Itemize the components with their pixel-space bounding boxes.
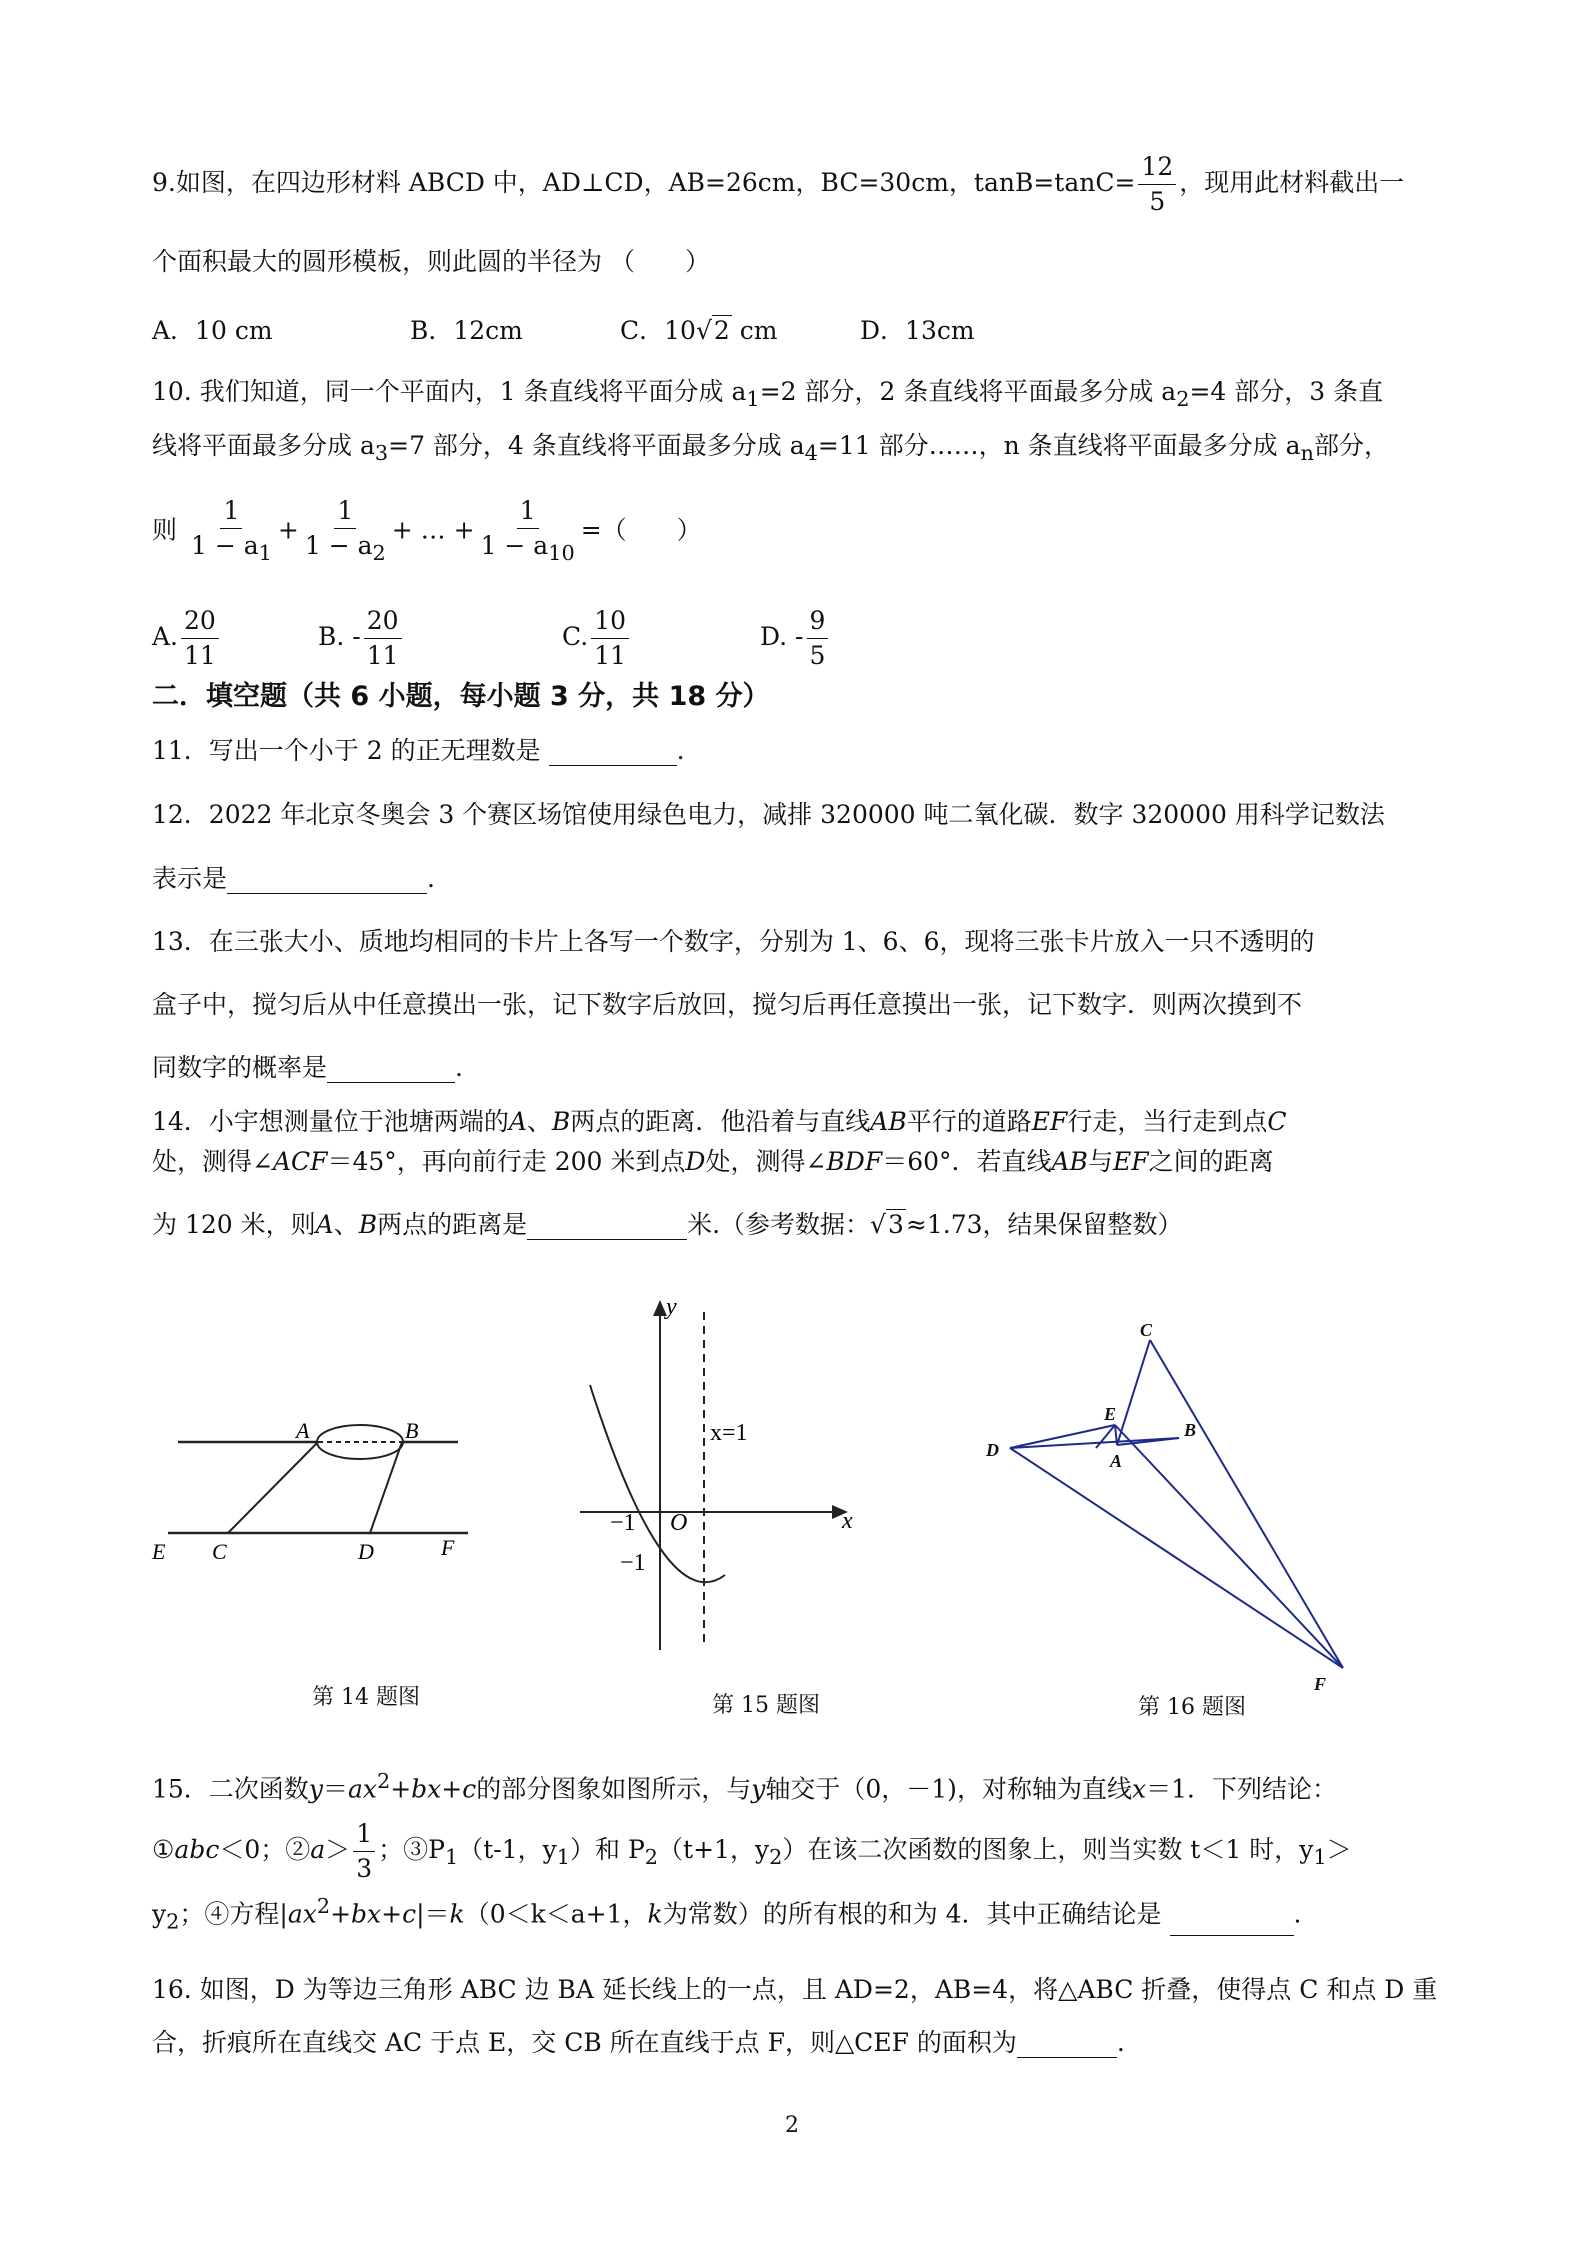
q12-line2 (152, 864, 435, 894)
text: 的部分图象如图所示，与 (476, 1774, 752, 1804)
fig16-lines (1010, 1340, 1343, 1668)
text: ； (378, 1835, 404, 1864)
text: . (455, 1053, 463, 1082)
sub: 1 (556, 1845, 570, 1869)
q16-line1: 16. 如图，D 为等边三角形 ABC 边 BA 延长线上的一点，且 AD=2，AB=4，将△ABC 折叠，使得点 C 和点 D 重 (152, 1975, 1438, 2004)
text: |＝ (416, 1899, 450, 1929)
label-d: D (986, 1440, 999, 1460)
frac-num: 1 (220, 494, 242, 529)
text: 14．小宇想测量位于池塘两端的 (152, 1107, 509, 1136)
text: ＞ (1326, 1835, 1352, 1864)
var: B (551, 1107, 571, 1136)
segment-cf (1150, 1340, 1343, 1668)
fraction-3 (478, 494, 578, 570)
q14-line1 (152, 1107, 1287, 1137)
q14-line2 (152, 1147, 1274, 1177)
label-x: x (842, 1508, 853, 1534)
answer-blank (549, 741, 677, 766)
text: ＞ (325, 1835, 351, 1864)
text: ＝45°，再向前行走 200 米到点 (327, 1147, 686, 1176)
q9-text: 9.如图，在四边形材料 ABCD 中，AD⊥CD，AB=26cm，BC=30cm，tanB=tanC= (152, 168, 1136, 197)
sup: 2 (376, 1769, 391, 1793)
frac-num: 12 (1138, 150, 1176, 185)
answer-blank (1170, 1911, 1294, 1936)
caption-fig14: 第 14 题图 (312, 1685, 420, 1710)
radicand: 3 (887, 1210, 904, 1239)
sub: 1 (746, 387, 760, 411)
answer-blank (227, 869, 427, 894)
section-heading: 二．填空题（共 6 小题，每小题 3 分，共 18 分） (152, 681, 770, 712)
q16-line2 (152, 2028, 1125, 2058)
segment-ac (228, 1442, 318, 1533)
label: B. - (318, 622, 361, 651)
label-minus1-x: −1 (610, 1510, 636, 1536)
text: 、 (526, 1107, 552, 1136)
text: ＜0； (219, 1835, 286, 1864)
text: 线将平面最多分成 a (152, 431, 375, 460)
text: 平行的道路 (906, 1107, 1032, 1136)
text: 11．写出一个小于 2 的正无理数是 (152, 736, 541, 765)
label-a: A (1110, 1451, 1123, 1471)
label-a: A (296, 1418, 310, 1443)
label-b: B (1184, 1420, 1197, 1440)
text: （0＜k＜a+1， (464, 1899, 648, 1929)
figure-16 (980, 1320, 1360, 1700)
sub: 3 (374, 441, 389, 465)
text: 轴交于（0，－1)，对称轴为直线 (765, 1774, 1132, 1804)
fraction-2 (302, 494, 389, 570)
text: 两点的距离是 (377, 1210, 528, 1239)
q15-line3 (152, 1891, 1301, 1936)
frac-num: 1 (353, 1817, 375, 1852)
text: 同数字的概率是 (152, 1053, 328, 1082)
frac-num: 20 (364, 604, 402, 639)
sub: 1 (258, 541, 272, 565)
label-b: B (405, 1418, 419, 1443)
label-c: C (1140, 1320, 1153, 1340)
text: ≈1.73，结果保留整数） (905, 1210, 1183, 1239)
q13-line3 (152, 1053, 463, 1083)
sub: 4 (804, 441, 818, 465)
fraction (807, 604, 829, 673)
answer-blank (1017, 2033, 1117, 2058)
q10-option-c (562, 604, 632, 673)
label-f: F (1314, 1674, 1327, 1694)
den-text: 1 − a (190, 531, 259, 560)
var: +bx+c (330, 1899, 417, 1929)
text: 表示是 (152, 864, 228, 893)
q9-line2: 个面积最大的圆形模板，则此圆的半径为 （ ） (152, 247, 710, 276)
label: A. (152, 622, 179, 651)
q13-line1: 13．在三张大小、质地均相同的卡片上各写一个数字，分别为 1、6、6，现将三张卡片放入一只不透明的 (152, 927, 1315, 956)
text: ＝1．下列结论： (1146, 1774, 1337, 1804)
text: 之间的距离 (1148, 1147, 1274, 1176)
text: 10. 我们知道，同一个平面内，1 条直线将平面分成 a (152, 377, 747, 406)
text: . (427, 864, 435, 893)
label-e: E (152, 1539, 166, 1564)
text: ① (152, 1835, 175, 1864)
y-axis-arrow-icon (653, 1300, 667, 1316)
label-f: F (441, 1535, 455, 1560)
answer-blank (327, 1058, 455, 1083)
var: B (358, 1210, 378, 1239)
segment-df (1010, 1448, 1343, 1668)
var: BDF (826, 1147, 883, 1176)
text: . (1293, 1899, 1302, 1929)
sub: 2 (1176, 387, 1190, 411)
q10-line2 (152, 431, 1389, 468)
label-e: E (1104, 1404, 1117, 1424)
text: （t+1，y (658, 1835, 770, 1864)
sqrt: √3 (870, 1210, 904, 1239)
label: C. (562, 622, 589, 651)
caption-fig16: 第 16 题图 (1138, 1695, 1246, 1720)
q11 (152, 736, 685, 766)
q10-option-a (152, 604, 222, 673)
text: 15．二次函数 (152, 1774, 309, 1804)
label-minus1-y: −1 (620, 1550, 646, 1576)
text: 与 (1087, 1147, 1113, 1176)
var: y (308, 1774, 323, 1804)
segment-ef (1115, 1425, 1343, 1668)
sub: 1 (444, 1845, 459, 1869)
text: 则 (152, 515, 178, 545)
caption-fig15: 第 15 题图 (712, 1693, 820, 1718)
sub: n (1300, 441, 1314, 465)
label-origin: O (670, 1510, 688, 1536)
frac-den: 5 (1149, 187, 1166, 216)
fraction (181, 604, 219, 673)
sub: 2 (644, 1845, 659, 1869)
opt-c-prefix: C．10 (620, 316, 696, 345)
text: =7 部分，4 条直线将平面最多分成 a (388, 431, 805, 460)
text: 行走，当行走到点 (1067, 1107, 1268, 1136)
var: k (449, 1899, 465, 1929)
den-text: 1 − a (480, 531, 549, 560)
q10-option-d (760, 604, 831, 673)
text: （t-1，y (458, 1835, 557, 1864)
var: AB (1051, 1147, 1088, 1176)
frac-den (302, 529, 389, 570)
opt-c-unit: cm (731, 316, 778, 345)
figure-14 (148, 1390, 488, 1580)
frac-den: 11 (184, 641, 216, 670)
sub: 2 (372, 541, 386, 565)
frac-num: 10 (591, 604, 629, 639)
frac-den: 5 (809, 641, 826, 670)
q9-text: ，现用此材料截出一 (1179, 168, 1405, 197)
q10-line3-sum (152, 494, 702, 570)
q15-line1 (152, 1766, 1337, 1804)
text: 处，测得∠ (152, 1147, 273, 1176)
var: EF (1031, 1107, 1068, 1136)
var: AB (870, 1107, 907, 1136)
text: y (152, 1899, 167, 1929)
label-d: D (358, 1539, 374, 1564)
text: ③P (403, 1835, 445, 1864)
text: =11 部分……，n 条直线将平面最多分成 a (817, 431, 1301, 460)
frac-den (188, 529, 275, 570)
text: 两点的距离．他沿着与直线 (570, 1107, 871, 1136)
label-axis-x1: x=1 (710, 1420, 748, 1446)
q9-line1 (152, 150, 1404, 219)
label-c: C (212, 1539, 227, 1564)
fraction (364, 604, 402, 673)
var: abc (174, 1835, 220, 1864)
sub: 1 (1313, 1845, 1327, 1869)
q9-tan-fraction (1138, 150, 1176, 219)
plus: + (277, 515, 299, 545)
page-number: 2 (785, 2113, 799, 2138)
ellipsis: + … + (391, 515, 475, 545)
var: +bx+c (390, 1774, 477, 1804)
answer-blank (527, 1215, 687, 1240)
text: ）在该二次函数的图象上，则当实数 t＜1 时，y (782, 1835, 1314, 1864)
frac-num: 20 (181, 604, 219, 639)
text: . (676, 736, 685, 765)
frac-num: 1 (517, 494, 539, 529)
sub: 2 (769, 1845, 783, 1869)
text: ）和 P (570, 1835, 645, 1864)
var: A (315, 1210, 334, 1239)
frac-den: 3 (356, 1854, 373, 1883)
text: ；④方程| (179, 1899, 288, 1929)
var: ACF (272, 1147, 328, 1176)
fraction-1 (188, 494, 275, 570)
fig16-labels (985, 1320, 1326, 1694)
text: 、 (333, 1210, 359, 1239)
q15-line2 (152, 1817, 1352, 1886)
q9-option-d: D．13cm (860, 316, 975, 345)
var: C (1267, 1107, 1287, 1136)
var: a (310, 1835, 326, 1864)
text: =2 部分，2 条直线将平面最多分成 a (759, 377, 1177, 406)
sqrt: √2 (695, 316, 730, 345)
fraction (353, 1817, 375, 1886)
q9-option-c (620, 316, 777, 346)
fraction (591, 604, 629, 673)
segment-ac (1117, 1340, 1150, 1445)
text: 为常数）的所有根的和为 4．其中正确结论是 (662, 1899, 1162, 1929)
text: =4 部分，3 条直 (1189, 377, 1384, 406)
text: ＝60°．若直线 (882, 1147, 1052, 1176)
text: 部分， (1313, 431, 1389, 460)
label: D. - (760, 622, 804, 651)
text: 处，测得∠ (705, 1147, 827, 1176)
figure-15 (570, 1290, 870, 1660)
q13-line2: 盒子中，搅匀后从中任意摸出一张，记下数字后放回，搅匀后再任意摸出一张，记下数字．则两次摸到不 (152, 990, 1303, 1019)
frac-num: 9 (807, 604, 829, 639)
q9-option-a: A．10 cm (152, 316, 273, 345)
text: . (1116, 2028, 1125, 2057)
sub: 2 (166, 1909, 180, 1934)
var: A (508, 1107, 527, 1136)
text: ② (285, 1835, 311, 1864)
frac-den: 11 (594, 641, 626, 670)
q12-line1: 12．2022 年北京冬奥会 3 个赛区场馆使用绿色电力，减排 320000 吨二氧化碳．数字 320000 用科学记数法 (152, 800, 1385, 829)
q10-line1 (152, 377, 1383, 414)
frac-den (478, 529, 578, 570)
var: ax (347, 1774, 377, 1804)
frac-num: 1 (334, 494, 356, 529)
q9-option-b: B．12cm (410, 316, 523, 345)
text: ＝ (322, 1774, 348, 1804)
sub: 10 (548, 541, 575, 565)
var: D (685, 1147, 706, 1176)
var: x (1131, 1774, 1147, 1804)
q10-option-b (318, 604, 405, 673)
text: 合，折痕所在直线交 AC 于点 E，交 CB 所在直线于点 F，则△CEF 的面积为 (152, 2028, 1017, 2057)
q14-line3 (152, 1210, 1183, 1240)
label-y: y (666, 1294, 677, 1320)
den-text: 1 − a (304, 531, 373, 560)
equals: =（ ） (580, 515, 702, 545)
text: 为 120 米，则 (152, 1210, 316, 1239)
radicand: 2 (713, 316, 730, 345)
var: ax (287, 1899, 317, 1929)
sup: 2 (316, 1894, 331, 1918)
frac-den: 11 (366, 641, 399, 670)
var: EF (1112, 1147, 1149, 1176)
var: y (751, 1774, 766, 1804)
text: 米.（参考数据： (687, 1210, 871, 1239)
var: k (647, 1899, 663, 1929)
